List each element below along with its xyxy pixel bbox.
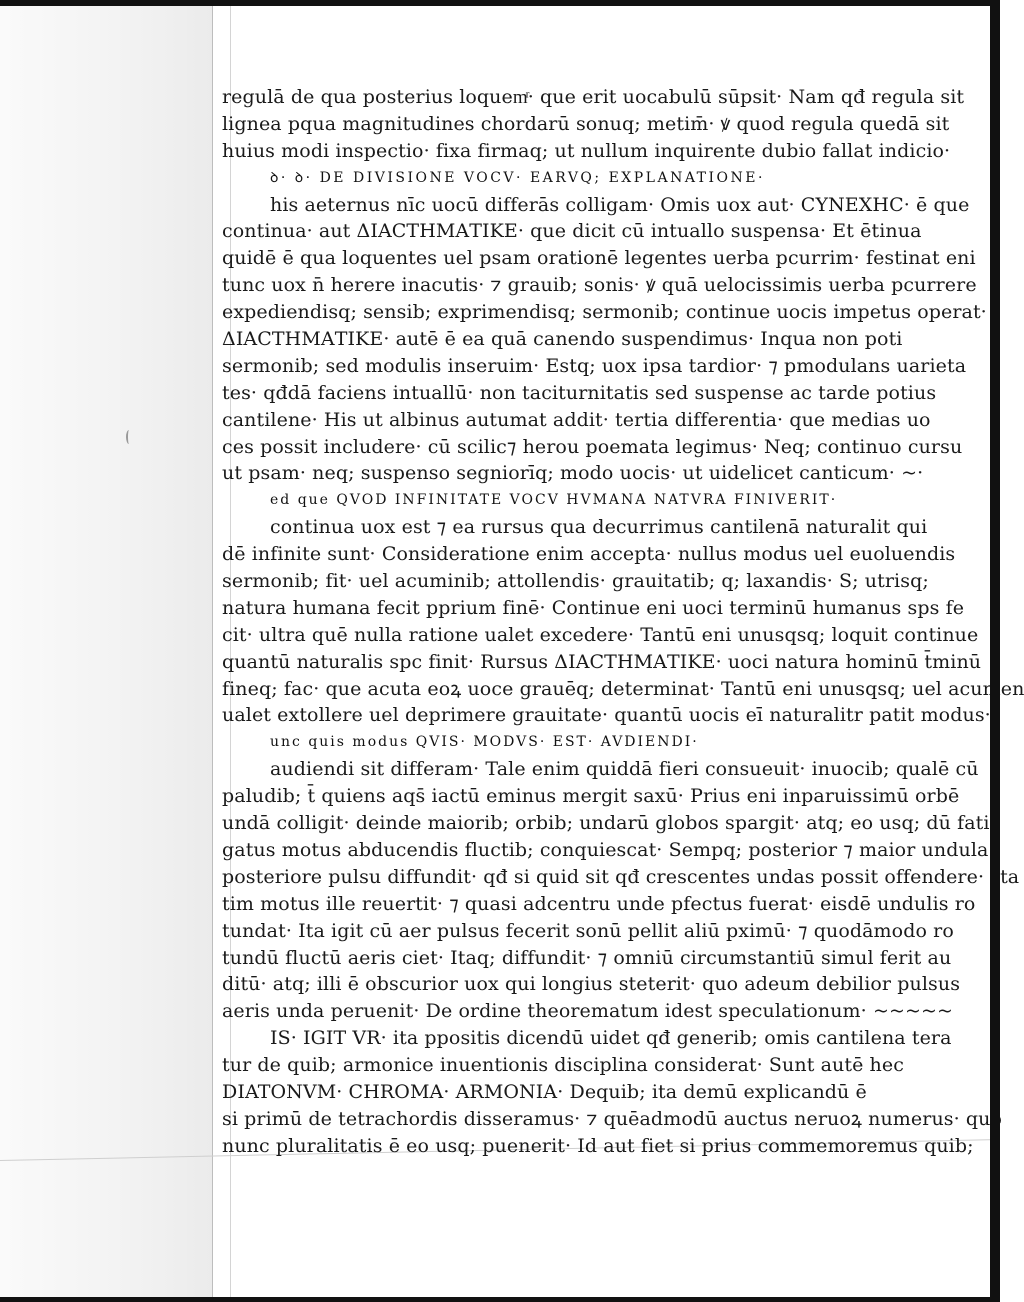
text-line: quidē ē qua loquentes uel psam orationē legentes uerba pcurrim· festinat eni	[222, 247, 976, 270]
text-line: gatus motus abducendis fluctib; conquiescat· Sempq; posterior ⁊ maior undula	[222, 838, 989, 861]
section-heading: unc quis modus QVIS· MODVS· EST· AVDIENDI·	[270, 734, 699, 751]
text-line: ditū· atq; illi ē obscurior uox qui longius steterit· quo adeum debilior pulsus	[222, 973, 961, 996]
text-line: fineq; fac· que acuta eoꝝ uoce grauēq; determinat· Tantū eni unusqsq; uel acumen	[222, 677, 1024, 700]
text-line: IS· IGIT VR· ita ppositis dicendū uidet qđ generib; omis cantilena tera	[270, 1027, 952, 1050]
text-line: tundū fluctū aeris ciet· Itaq; diffundit· ⁊ omniū circumstantiū simul ferit au	[222, 946, 952, 969]
text-line: paludib; t̄ quiens aqs̄ iactū eminus mergit saxū· Prius eni inparuissimū orbē	[222, 785, 960, 808]
text-line: tes· qđdā faciens intuallū· non taciturnitatis sed suspense ac tarde potius	[222, 381, 937, 404]
text-line: cit· ultra quē nulla ratione ualet excedere· Tantū eni unusqsq; loquit continue	[222, 623, 979, 646]
text-line: cantilene· His ut albinus autumat addit· tertia differentia· que medias uo	[222, 408, 931, 431]
text-line: tur de quib; armonice inuentionis disciplina considerat· Sunt autē hec	[222, 1054, 904, 1077]
text-line: audiendi sit differam· Tale enim quiddā fieri consueuit· inuocib; qualē cū	[270, 758, 979, 781]
text-line: regulā de qua posterius loquemͬ· que erit uocabulū sūpsit· Nam qđ regula sit	[222, 86, 965, 108]
text-line: ualet extollere uel deprimere grauitate· quantū uocis eī naturalitr patit modus·	[222, 704, 991, 727]
text-line: undā colligit· deinde maiorib; orbib; undarū globos spargit· atq; eo usq; dū fati	[222, 812, 990, 835]
text-line: his aeternus nīc uocū differās colligam· Omis uox aut· CYNEXHC· ē que	[270, 193, 970, 216]
text-line: posteriore pulsu diffundit· qđ si quid sit qđ crescentes undas possit offendere· sta	[222, 865, 1020, 888]
text-line: aeris unda peruenit· De ordine theorematum idest speculationum· ~~~~~	[222, 1000, 954, 1023]
text-line: ut psam· neq; suspenso segniorīq; modo uocis· ut uidelicet canticum· ~·	[222, 462, 924, 485]
text-line: quantū naturalis spc finit· Rursus ΔΙΑCΤΗΜΑΤΙΚΕ· uoci natura hominū t̄minū	[222, 650, 982, 673]
text-line: expediendisq; sensib; exprimendisq; sermonib; continue uocis impetus operat·	[222, 301, 987, 324]
section-heading: ꝺ· ꝺ· DE DIVISIONE VOCV· EARVQ; EXPLANATIONE·	[270, 169, 765, 186]
text-line: nunc pluralitatis ē eo usq; puenerit· Id aut fiet si prius commemoremus quib;	[222, 1134, 974, 1157]
text-line: sermonib; fit· uel acuminib; attollendis· grauitatib; q; laxandis· S; utrisq;	[222, 570, 929, 593]
text-line: tunc uox n̄ herere inacutis· ⁊ grauib; sonis· ꝟ quā uelocissimis uerba pcurrere	[222, 274, 977, 297]
text-line: lignea pqua magnitudines chordarū sonuq; metim̄· ꝟ quod regula quedā sit	[222, 112, 950, 135]
text-line: continua uox est ⁊ ea rursus qua decurrimus cantilenā naturalit qui	[270, 516, 928, 539]
text-line: sermonib; sed modulis inseruim· Estq; uox ipsa tardior· ⁊ pmodulans uarieta	[222, 354, 967, 377]
text-line: tim motus ille reuertit· ⁊ quasi adcentru unde pfectus fuerat· eisdē undulis ro	[222, 892, 976, 915]
text-line: huius modi inspectio· fixa firmaq; ut nullum inquirente dubio fallat indicio·	[222, 139, 951, 162]
text-line: si primū de tetrachordis disseramus· ⁊ quēadmodū auctus neruoꝝ numerus· quo	[222, 1107, 1003, 1130]
text-line: ΔΙΑCΤΗΜΑΤΙΚΕ· autē ē ea quā canendo suspendimus· Inqua non poti	[222, 328, 903, 351]
text-line: DIATONVM· CHROMA· ARMONIA· Dequib; ita demū explicandū ē	[222, 1080, 867, 1103]
section-heading: ed que QVOD INFINITATE VOCV HVMANA NATVRA FINIVERIT·	[270, 492, 838, 509]
text-line: tundat· Ita igit cū aer pulsus fecerit sonū pellit aliū pximū· ⁊ quodāmodo ro	[222, 919, 954, 942]
text-line: continua· aut ΔΙΑCΤΗΜΑΤΙΚΕ· que dicit cū intuallo suspensa· Et ētinua	[222, 220, 922, 243]
text-line: dē infinite sunt· Consideratione enim accepta· nullus modus uel euoluendis	[222, 543, 956, 566]
text-line: ces possit includere· cū scilic⁊ herou poemata legimus· Neq; continuo cursu	[222, 435, 963, 458]
text-line: natura humana fecit pprium finē· Continue eni uoci terminū humanus sps fe	[222, 596, 965, 619]
